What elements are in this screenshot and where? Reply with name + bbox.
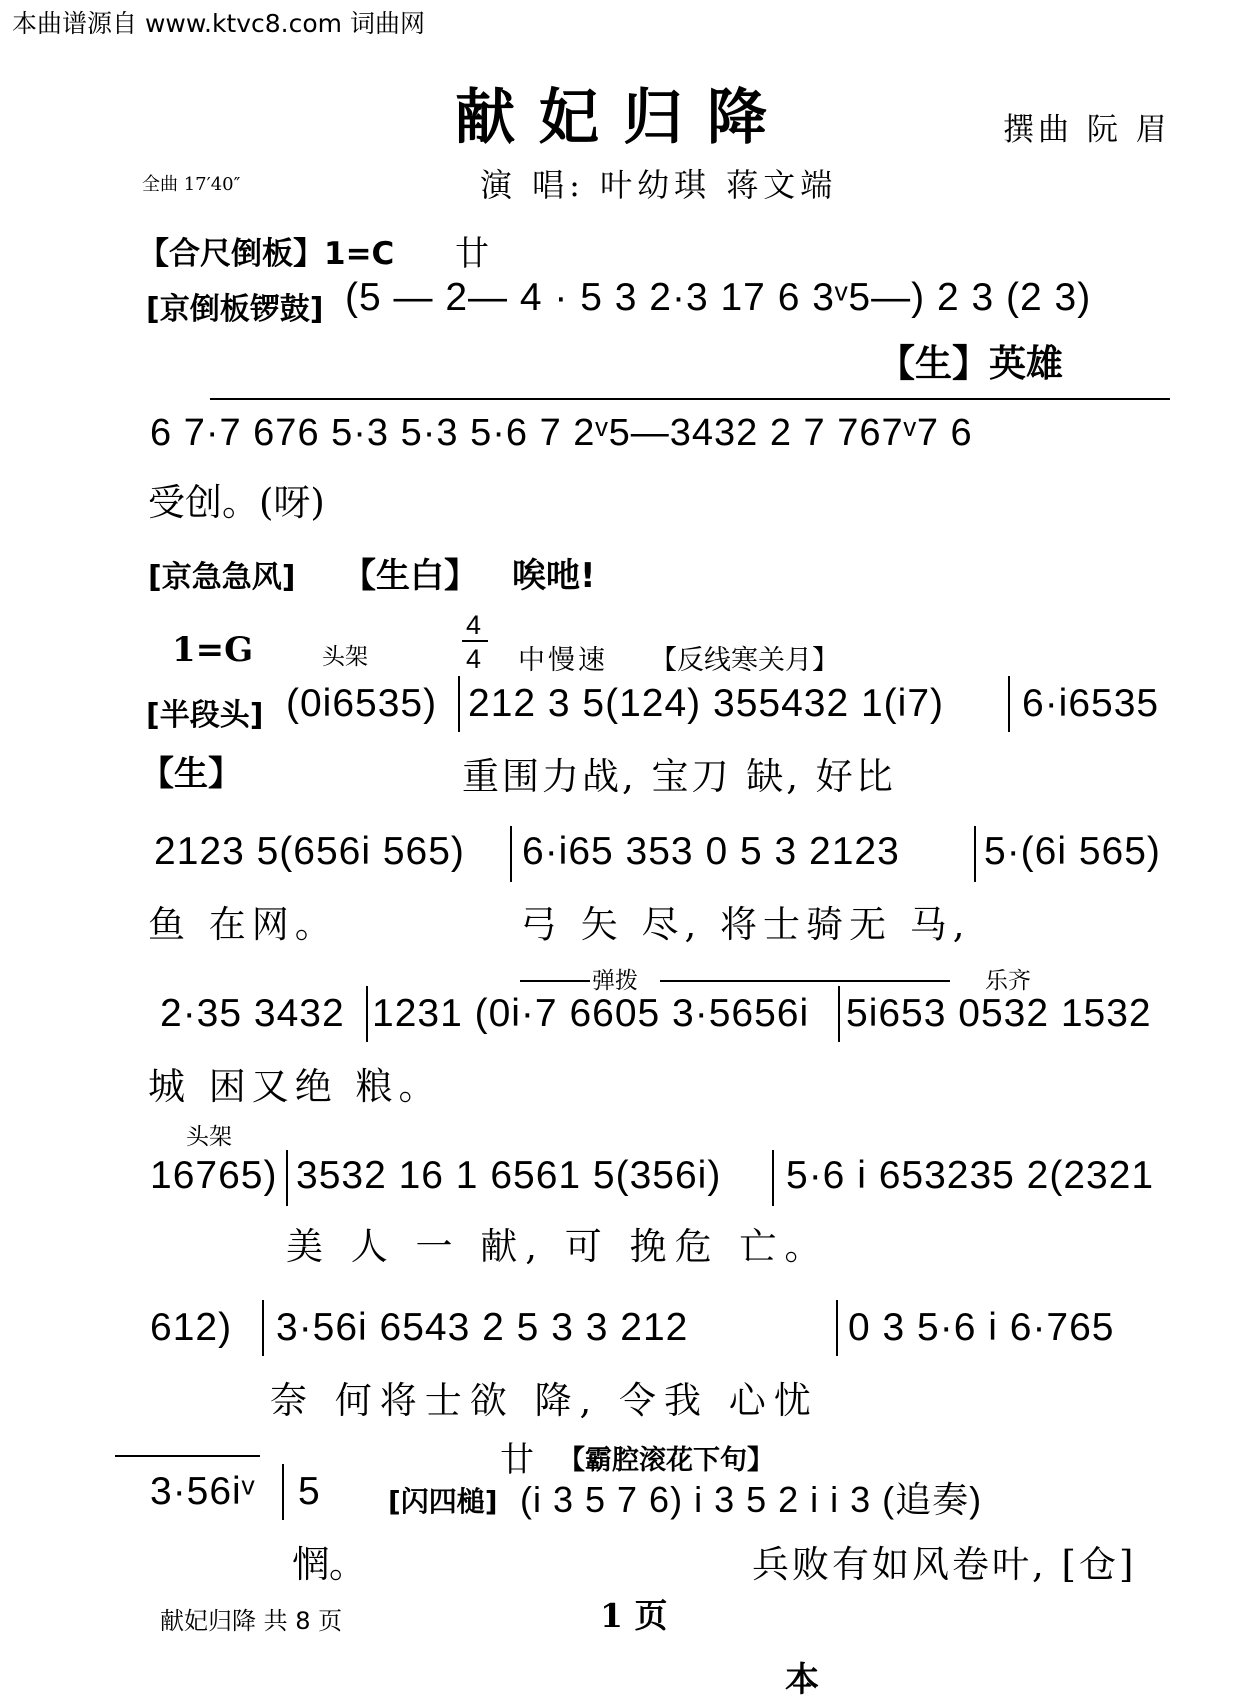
notation-line: 5i653 0532 1532 [846, 992, 1152, 1035]
footer-total-pages: 献妃归降 共 8 页 [160, 1607, 343, 1635]
barline [262, 1300, 264, 1356]
role-label: 【生】 [140, 754, 242, 794]
time-signature-bottom: 4 [466, 644, 482, 674]
barline [974, 826, 976, 882]
notation-line: 5 [298, 1470, 321, 1513]
notation-line: 16765) [150, 1154, 278, 1197]
lyric-line: 重围力战, 宝刀 缺, 好比 [462, 755, 896, 798]
notation-line: (0i6535) [286, 682, 438, 725]
page-number: 1 页 [600, 1596, 668, 1635]
lyric-line: 兵败有如风卷叶, [仓] [752, 1543, 1137, 1586]
percussion-label: [半段头] [146, 698, 264, 733]
barline [510, 826, 512, 882]
barline [772, 1150, 774, 1206]
notation-line: 3532 16 1 6561 5(356i) [296, 1154, 722, 1197]
barline [458, 676, 460, 732]
tanbo-line [660, 980, 950, 982]
tanbo-line [520, 980, 590, 982]
percussion-label: [闪四槌] [388, 1485, 498, 1518]
time-signature-bar [462, 640, 488, 642]
notation-line: 3·56i 6543 2 5 3 3 212 [276, 1306, 689, 1349]
notation-line: 2·35 3432 [160, 992, 345, 1035]
tune-name: 【反线寒关月】 [650, 645, 839, 676]
notation-line: 6·i6535 [1022, 682, 1160, 725]
barline [838, 986, 840, 1042]
barline [366, 986, 368, 1042]
toujia-mark: 头架 [186, 1124, 232, 1150]
footer-mark: 本 [785, 1660, 819, 1700]
lyric-line: 受创。(呀) [148, 481, 325, 524]
watermark: 本曲谱源自 www.ktvc8.com 词曲网 [12, 9, 425, 38]
toujia-mark: 头架 [322, 644, 368, 670]
barline [836, 1300, 838, 1356]
duration: 全曲 17′40″ [142, 174, 241, 195]
page-title: 献妃归降 [455, 83, 791, 153]
lyric-line: 奈 何将士欲 降, 令我 心忧 [270, 1379, 819, 1422]
spoken-line: 唉吔! [512, 556, 596, 596]
notation-line: 3·56iᵛ [150, 1470, 256, 1513]
lyric-line: 城 困又绝 粮。 [148, 1065, 442, 1108]
section-label: 【合尺倒板】1=C [138, 236, 395, 272]
lyric-line: 弓 矢 尽, 将士骑无 马, [520, 903, 971, 946]
time-signature-top: 4 [466, 610, 482, 640]
notation-line: 2123 5(656i 565) [154, 830, 465, 873]
phrase-slur [115, 1455, 260, 1457]
notation-line: 5·(6i 565) [984, 830, 1161, 873]
key-signature: 1=G [172, 630, 254, 670]
composer: 撰曲 阮 眉 [1003, 112, 1171, 148]
barline [286, 1150, 288, 1206]
lyric-line: 惘。 [292, 1543, 366, 1586]
tempo-mark: 中慢速 [518, 645, 608, 676]
tune-name: 【霸腔滚花下句】 [558, 1445, 774, 1476]
percussion-label: [京急急风] [148, 560, 296, 595]
notation-line: 6 7·7 676 5·3 5·3 5·6 7 2ᵛ5—3432 2 7 767ᵛ7 6 [150, 412, 973, 454]
notation-line: 212 3 5(124) 355432 1(i7) [468, 682, 944, 725]
notation-line: 1231 (0i·7 6605 3·5656i [372, 992, 810, 1035]
yueqi-mark: 乐齐 [985, 968, 1031, 994]
notation-line: 6·i65 353 0 5 3 2123 [522, 830, 900, 873]
sanban-mark: 廿 [500, 1440, 534, 1480]
singers: 演 唱: 叶幼琪 蒋文端 [480, 166, 838, 204]
barline [1008, 676, 1010, 732]
notation-line: (5 — 2— 4 · 5 3 2·3 17 6 3ᵛ5—) 2 3 (2 3) [345, 276, 1092, 319]
phrase-slur [210, 398, 1170, 400]
lyric-line: 鱼 在网。 [148, 903, 338, 946]
percussion-label: [京倒板锣鼓] [146, 292, 324, 327]
tanbo-mark: 弹拨 [592, 968, 638, 994]
barline [282, 1464, 284, 1520]
role-label: 【生白】 [342, 556, 478, 596]
notation-line: 5·6 i 653235 2(2321 [786, 1154, 1155, 1197]
sanban-mark: 廿 [455, 234, 489, 274]
notation-line: 612) [150, 1306, 233, 1349]
notation-line: 0 3 5·6 i 6·765 [848, 1306, 1115, 1349]
lyric-line: 美 人 一 献, 可 挽危 亡。 [286, 1225, 830, 1268]
notation-line: (i 3 5 7 6) i 3 5 2 i i 3 (追奏) [520, 1479, 983, 1520]
role-lyric: 【生】英雄 [878, 342, 1063, 385]
